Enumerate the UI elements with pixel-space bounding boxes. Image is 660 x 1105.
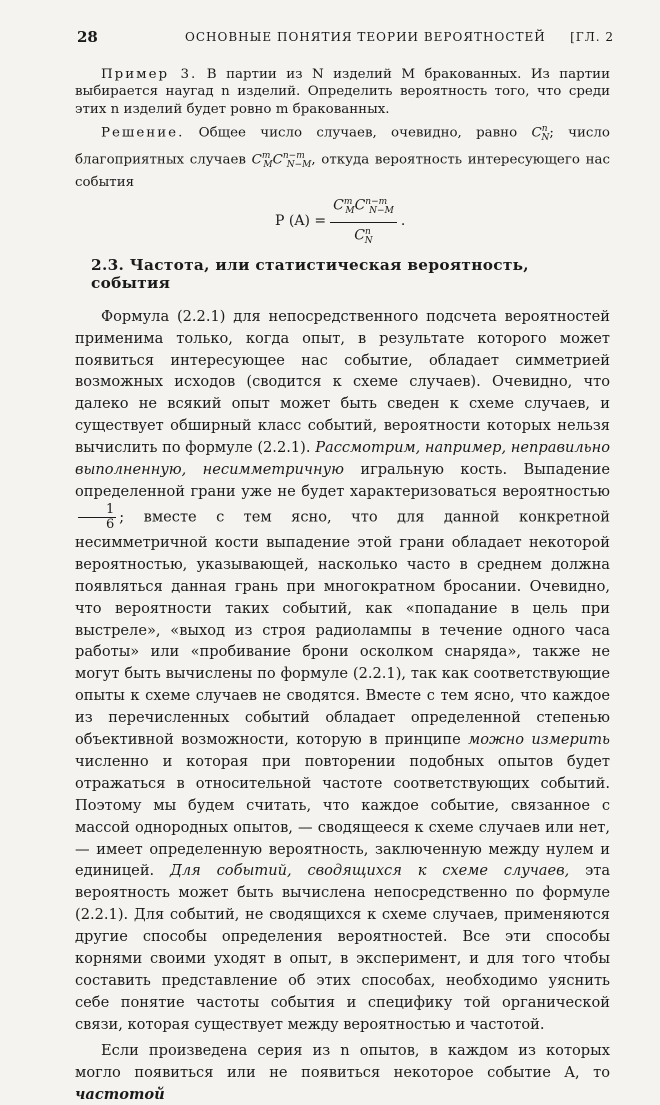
- solution-text-2: ; число благоприятных случаев: [75, 125, 610, 168]
- formula-fraction: [330, 194, 397, 251]
- example-label: Пример 3.: [101, 67, 198, 82]
- p1-italic-3: Для событий, сводящихся к схеме случаев,: [170, 862, 570, 880]
- p2-italic: частотой: [75, 1085, 165, 1103]
- solution-block: Решение. Общее число случаев, очевидно, равно $C^n_N$; число благоприятных случаев $C^m_MC^{n-m}_{N-M}$, откуда вероятность интересующего нас события P (A) = $\frac{C^m_MC^{n-m}_{N-M}}{C^n_N}$ .: [75, 121, 610, 234]
- frac-numerator: 1: [78, 503, 116, 518]
- solution-label: Решение.: [101, 125, 185, 141]
- chapter-label: [ГЛ. 2: [570, 30, 614, 44]
- formula-numerator: $C^m_MC^{n-m}_{N-M}$: [330, 194, 397, 223]
- p1-text-e: эта вероятность может быть вычислена непосредственно по формуле (2.2.1). Для событий, не сводящихся к схеме случаев, применяются другие способы определения вероятностей. Все эти способы корнями своими уходят в опыт, в эксперимент, и для того чтобы составить представление об этих способах, необходимо уяснить себе понятие частоты события и специфику той органической связи, которая существует между вероятностью и частотой.: [75, 862, 611, 1033]
- page-header: [75, 28, 614, 50]
- p2-text-a: Если произведена серия из n опытов, в каждом из которых могло появиться или не появиться некоторое событие A, то: [75, 1041, 610, 1081]
- example-block: [75, 66, 610, 118]
- p1-text-b: игральную кость. Выпадение определенной грани уже не будет характеризоваться вероятностью: [75, 461, 611, 500]
- running-title: ОСНОВНЫЕ ПОНЯТИЯ ТЕОРИИ ВЕРОЯТНОСТЕЙ: [185, 30, 546, 44]
- p1-text-c: ; вместе с тем ясно, что для данной конкретной несимметричной кости выпадение этой грани обладает некоторой вероятностью, указывающей, насколько часто в среднем должна появляться данная грань при многократном бросании. Очевидно, что вероятности таких событий, как «попадание в цель при выстреле», «выход из строя радиолампы в течение одного часа работы» или «пробивание брони осколком снаряда», также не могут быть вычислены по формуле (2.2.1), так как соответствующие опыты к схеме случаев не сводятся. Вместе с тем ясно, что каждое из перечисленных событий обладает определенной степенью объективной возможности, которую в принципе: [75, 508, 610, 749]
- book-page: [75, 28, 614, 1105]
- frac-denominator: 6: [106, 516, 115, 532]
- p1-italic-2: можно измерить: [468, 731, 610, 749]
- probability-formula: P (A) = $\frac{C^m_MC^{n-m}_{N-M}}{C^n_N}$ .: [75, 194, 610, 234]
- paragraph-2: [75, 1040, 610, 1105]
- one-sixth-fraction: [78, 503, 116, 532]
- formula-denominator: $C^n_N$: [354, 226, 373, 247]
- solution-text-3: , откуда вероятность интересующего нас события: [75, 152, 610, 191]
- page-number: 28: [77, 28, 98, 46]
- formula-lhs: P (A) =: [275, 213, 327, 230]
- example-text: В партии из N изделий M бракованных. Из партии выбирается наугад n изделий. Определить вероятность того, что среди этих n изделий будет ровно m бракованных.: [75, 67, 610, 117]
- section-title: 2.3. Частота, или статистическая вероятность, события: [91, 255, 529, 292]
- p1-italic-1: Рассмотрим, например, неправильно выполненную, несимметричную: [75, 439, 611, 479]
- section-body: [75, 306, 610, 1105]
- p1-text-a: Формула (2.2.1) для непосредственного подсчета вероятностей применима только, когда опыт, в результате которого может появиться интересующее нас событие, обладает симметрией возможных исходов (сводится к схеме случаев). Очевидно, что далеко не всякий опыт может быть сведен к схеме случаев, и существует обширный класс событий, вероятности которых нельзя вычислить по формуле (2.2.1).: [75, 307, 610, 457]
- p1-text-d: численно и которая при повторении подобных опытов будет отражаться в относительной частоте соответствующих событий. Поэтому мы будем считать, что каждое событие, связанное с массой однородных опытов, — сводящееся к схеме случаев или нет, — имеет определенную вероятность, заключенную между нулем и единицей.: [75, 752, 610, 880]
- solution-text-1: Общее число случаев, очевидно, равно: [198, 125, 518, 141]
- paragraph-1: [75, 306, 610, 1036]
